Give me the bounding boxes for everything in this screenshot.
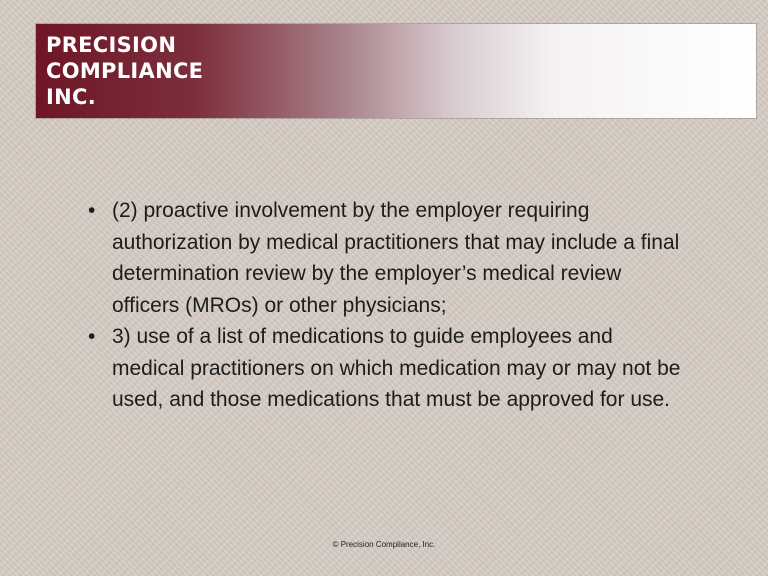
bullet-item [88, 195, 688, 321]
bullet-text: (2) proactive involvement by the employer requiring authorization by medical practitioners that may include a final determination review by the employer’s medical review officers (MROs) or other physicians; [112, 199, 680, 317]
company-name-line: COMPLIANCE [46, 59, 204, 83]
company-name-line: INC. [46, 85, 96, 109]
company-name-line: PRECISION [46, 33, 177, 57]
bullet-text: 3) use of a list of medications to guide employees and medical practitioners on which medication may or may not be used, and those medications that must be approved for use. [112, 325, 681, 411]
header-banner [36, 24, 756, 118]
bullet-list [88, 195, 688, 416]
bullet-icon: • [88, 325, 96, 348]
bullet-icon: • [88, 199, 96, 222]
copyright-footer: © Precision Compliance, Inc. [332, 540, 436, 549]
company-name [46, 32, 203, 110]
bullet-item [88, 321, 688, 416]
